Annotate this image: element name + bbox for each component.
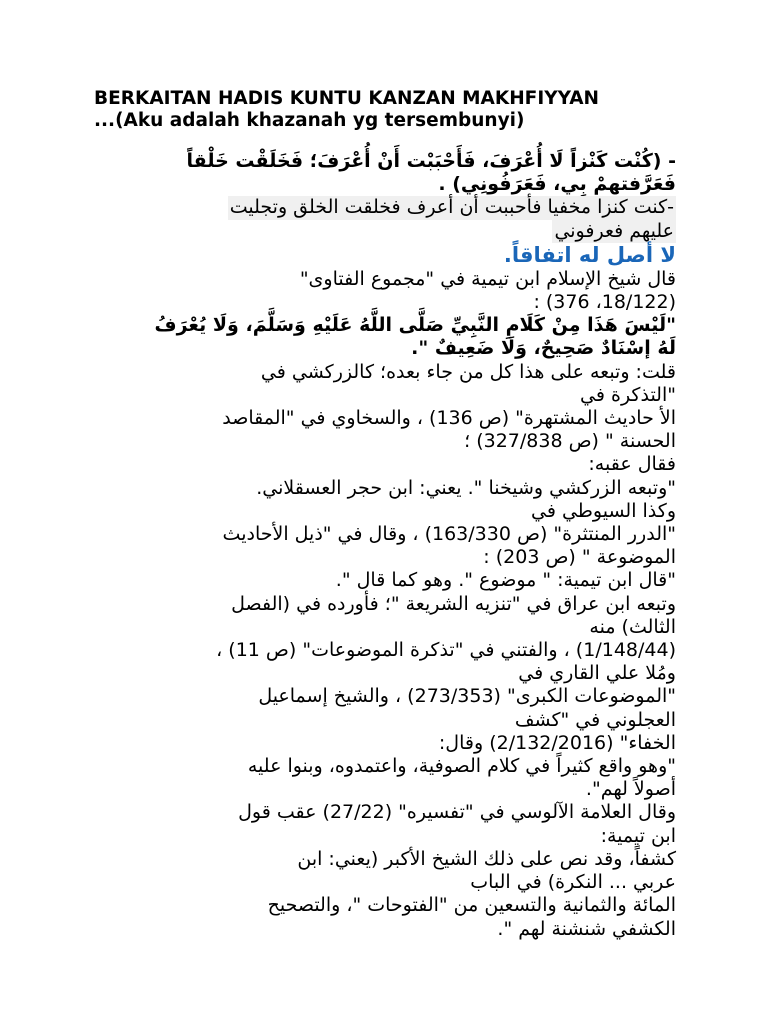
text-line: "الدرر المنتثرة" (ص 163/330) ، وقال في "ذيل الأحاديث [222, 523, 676, 546]
text-line: المائة والثمانية والتسعين من "الفتوحات "، والتصحيح [267, 894, 676, 917]
text-line: الخفاء" (2/132/2016) وقال: [438, 731, 676, 754]
text-line: (18/122، 376) : [533, 291, 676, 314]
text-line: الموضوعة " (ص 203) : [483, 546, 676, 569]
hadith-line-2: فَعَرَّفتهمْ بِي، فَعَرَفُونِي) . [438, 173, 676, 196]
text-line: ومُلا علي القاري في [518, 662, 676, 685]
text-line: "قال ابن تيمية: " موضوع ". وهو كما قال ". [335, 569, 676, 592]
text-line: الثالث) منه [589, 615, 676, 638]
text-line: أصولاً لهم". [585, 778, 676, 801]
text-line: عربي ... النكرة) في الباب [470, 871, 676, 894]
title-line-2: ...(Aku adalah khazanah yg tersembunyi) [94, 110, 525, 131]
text-line: (1/148/44) ، والفتني في "تذكرة الموضوعات" (ص 11) ، [216, 639, 676, 662]
text-line: "الموضوعات الكبرى" (273/353) ، والشيخ إسماعيل [258, 685, 676, 708]
document-title [94, 88, 694, 132]
hadith-plain-line-1: -كنت كنزا مخفيا فأحببت أن أعرف فخلقت الخلق وتجليت [229, 196, 674, 219]
hadith-line-1: - (كُنْت كَنْزاً لَا أُعْرَفَ، فَأَحْبَبْت أَنْ أُعْرَفَ؛ فَخَلَقْت خَلْقاً [186, 150, 676, 172]
title-line-1: BERKAITAN HADIS KUNTU KANZAN MAKHFIYYAN [94, 88, 600, 109]
text-line: قال شيخ الإسلام ابن تيمية في "مجموع الفتاوى" [299, 267, 676, 290]
text-line: العجلوني في "كشف [514, 708, 676, 731]
text-line: وقال العلامة الآلوسي في "تفسيره" (27/22) عقب قول [238, 801, 676, 824]
text-line: الكشفي شنشنة لهم ". [497, 917, 676, 940]
hadith-plain-line-2: عليهم فعرفوني [554, 219, 674, 242]
text-line: كشفاً، وقد نص على ذلك الشيخ الأكبر (يعني: ابن [297, 847, 676, 870]
text-line: فقال عقبه: [588, 453, 676, 476]
text-line: الحسنة " (ص 327/838) ؛ [464, 430, 676, 453]
text-line: "التذكرة في [580, 383, 676, 406]
text-line: قلت: وتبعه على هذا كل من جاء بعده؛ كالزركشي في [260, 360, 676, 383]
text-line: وتبعه ابن عراق في "تنزيه الشريعة "؛ فأورده في (الفصل [231, 592, 676, 615]
text-line: ابن تيمية: [600, 824, 676, 847]
text-line: "لَيْسَ هَذَا مِنْ كَلَامِ النَّبِيِّ صَلَّى اللَّهُ عَلَيْهِ وَسَلَّمَ، وَلَا يُعْرَفُ [154, 314, 676, 337]
text-line: "وتبعه الزركشي وشيخنا ". يعني: ابن حجر العسقلاني. [256, 476, 676, 499]
text-line: وكذا السيوطي في [531, 499, 676, 522]
text-line: الأ حاديث المشتهرة" (ص 136) ، والسخاوي في "المقاصد [222, 407, 676, 430]
text-line: لَهُ إسْنَادٌ صَحِيحٌ، وَلَا ضَعِيفٌ ". [411, 337, 676, 360]
verdict-heading: لا أصل له اتفاقاً. [503, 242, 676, 267]
document-body [88, 150, 676, 941]
text-line: "وهو واقع كثيراً في كلام الصوفية، واعتمدوه، وبنوا عليه [247, 755, 676, 778]
